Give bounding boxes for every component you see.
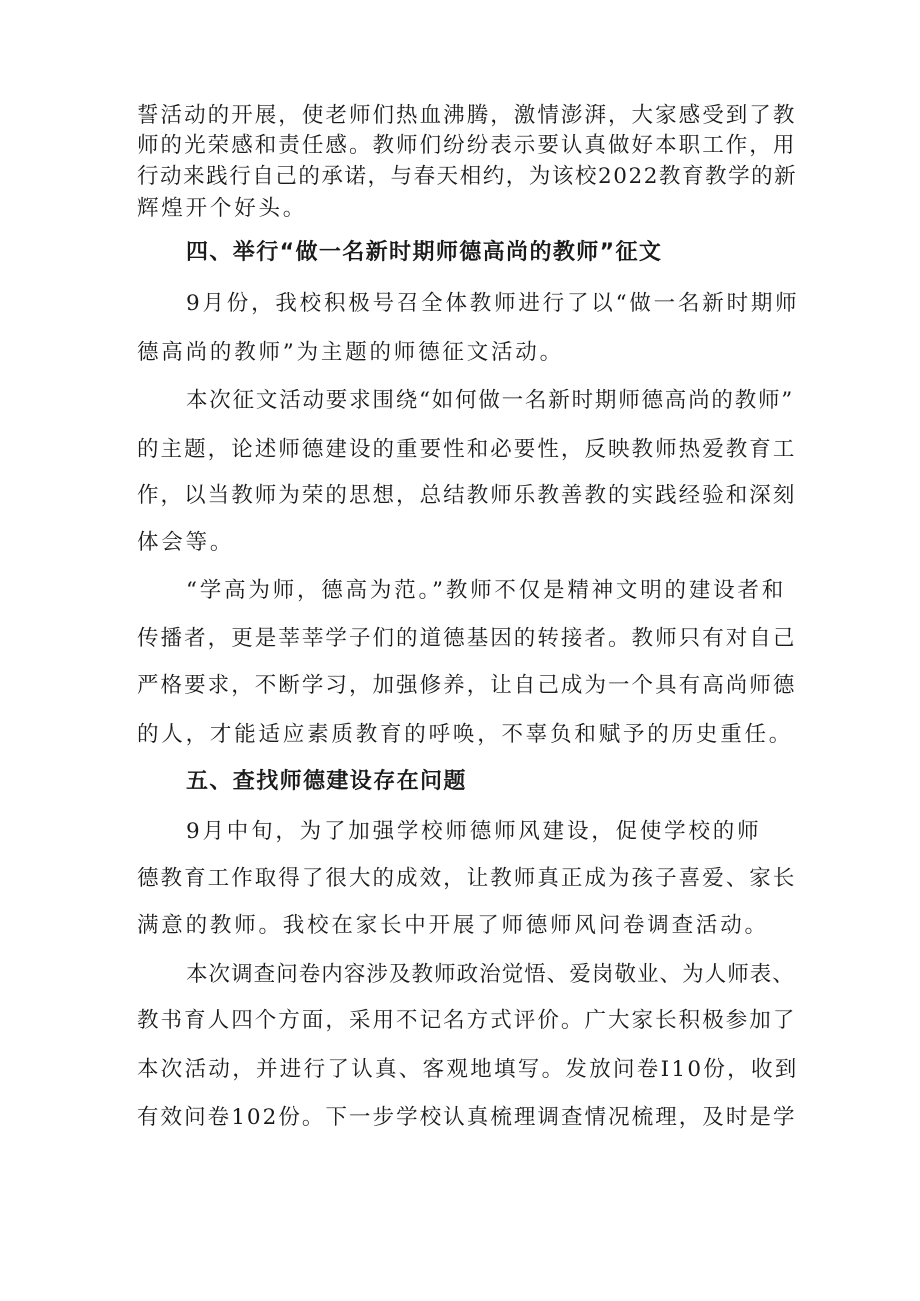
paragraph-line: 本次征文活动要求围绕“如何做一名新时期师德高尚的教师”	[186, 388, 795, 413]
section-heading-5: 五、查找师德建设存在问题	[186, 769, 467, 794]
paragraph-line: 传播者，更是莘莘学子们的道德基因的转接者。教师只有对自己	[137, 626, 797, 651]
paragraph-line: 9月份，我校积极号召全体教师进行了以“做一名新时期师	[186, 291, 800, 316]
paragraph-line: 体会等。	[137, 530, 235, 555]
paragraph-line: 德高尚的教师”为主题的师德征文活动。	[137, 340, 564, 365]
paragraph-line: 誓活动的开展，使老师们热血沸腾，激情澎湃，大家感受到了教	[137, 103, 797, 128]
paragraph-line: 行动来践行自己的承诺，与春天相约，为该校2022教育教学的新	[137, 164, 798, 189]
paragraph-line: “学高为师，德高为范。”教师不仅是精神文明的建设者和	[186, 578, 787, 603]
paragraph-line: 有效问卷102份。下一步学校认真梳理调查情况梳理，及时是学	[137, 1105, 797, 1130]
paragraph-line: 德教育工作取得了很大的成效，让教师真正成为孩子喜爱、家长	[137, 866, 797, 891]
paragraph-line: 教书育人四个方面，采用不记名方式评价。广大家长积极参加了	[137, 1008, 797, 1033]
paragraph-line: 本次调查问卷内容涉及教师政治觉悟、爱岗敬业、为人师表、	[186, 962, 795, 987]
paragraph-line: 的主题，论述师德建设的重要性和必要性，反映教师热爱教育工	[137, 437, 797, 462]
paragraph-line: 满意的教师。我校在家长中开展了师德师风问卷调查活动。	[137, 913, 769, 938]
paragraph-line: 作，以当教师为荣的思想，总结教师乐教善教的实践经验和深刻	[137, 483, 797, 508]
paragraph-line: 辉煌开个好头。	[137, 196, 308, 221]
paragraph-line: 师的光荣感和责任感。教师们纷纷表示要认真做好本职工作，用	[137, 133, 797, 158]
paragraph-line: 的人，才能适应素质教育的呼唤，不辜负和赋予的历史重任。	[137, 722, 794, 747]
paragraph-line: 本次活动，并进行了认真、客观地填写。发放问卷I10份，收到	[137, 1057, 799, 1082]
paragraph-line: 9月中旬，为了加强学校师德师风建设，促使学校的师	[186, 819, 762, 844]
section-heading-4: 四、举行“做一名新时期师德高尚的教师”征文	[186, 240, 663, 265]
paragraph-line: 严格要求，不断学习，加强修养，让自己成为一个具有高尚师德	[137, 673, 797, 698]
